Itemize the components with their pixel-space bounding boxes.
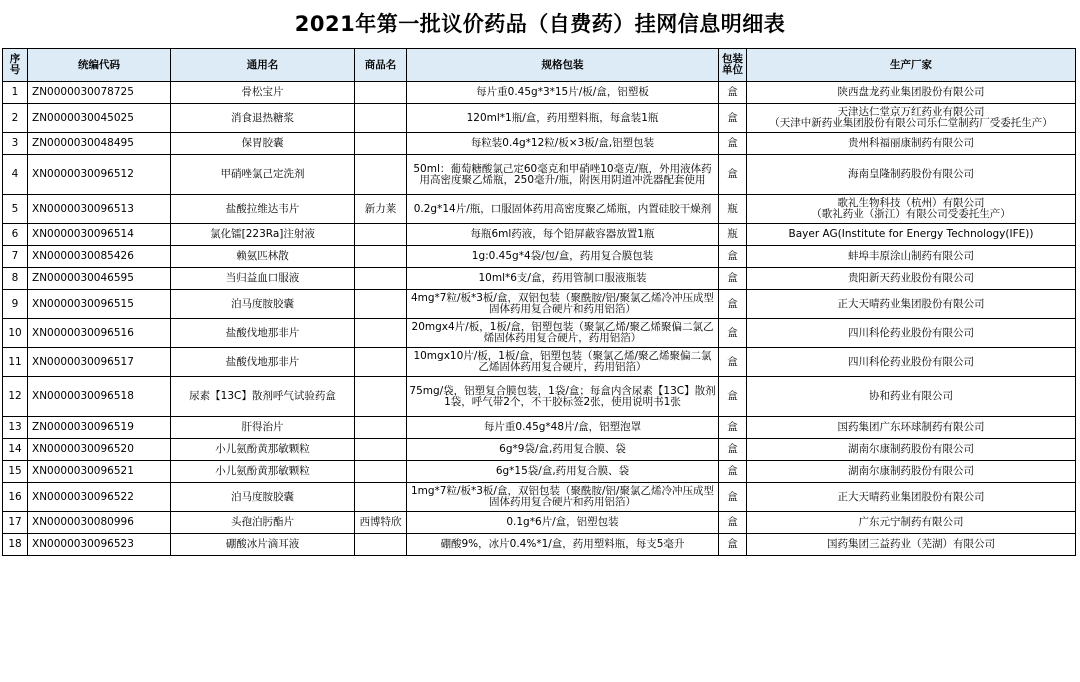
header-spec: 规格包装 (407, 49, 719, 82)
row-mfr (747, 246, 1076, 268)
mfr-line1: 蚌埠丰原涂山制药有限公司 (848, 250, 974, 262)
row-brand (355, 268, 407, 290)
page-title: 2021年第一批议价药品（自费药）挂网信息明细表 (294, 12, 786, 36)
row-unit: 盒 (719, 133, 747, 155)
mfr-line1: 歌礼生物科技（杭州）有限公司 (837, 197, 985, 209)
mfr-line1: 四川科伦药业股份有限公司 (848, 355, 974, 368)
row-unit: 盒 (719, 512, 747, 534)
row-code: ZN0000030096519 (28, 417, 171, 439)
row-no: 4 (3, 155, 28, 195)
row-spec: 50ml：葡萄糖酸氯己定60毫克和甲硝唑10毫克/瓶，外用液体药用高密度聚乙烯瓶，250毫升/瓶，附医用阴道冲洗器配套使用 (407, 155, 719, 195)
row-brand (355, 155, 407, 195)
row-spec: 4mg*7粒/板*3板/盒，双铝包装（聚酰胺/铝/聚氯乙烯冷冲压成型固体药用复合硬片和药用铝箔） (407, 290, 719, 319)
row-no: 13 (3, 417, 28, 439)
table-header-row (3, 49, 1076, 82)
row-mfr (747, 348, 1076, 377)
header-brand: 商品名 (355, 49, 407, 82)
row-no: 1 (3, 82, 28, 104)
row-mfr (747, 417, 1076, 439)
row-brand (355, 439, 407, 461)
row-name: 泊马度胺胶囊 (171, 290, 355, 319)
row-brand: 西博特欣 (355, 512, 407, 534)
row-spec: 6g*9袋/盒,药用复合膜、袋 (407, 439, 719, 461)
table-row (3, 348, 1076, 377)
row-code: ZN0000030078725 (28, 82, 171, 104)
table-row (3, 224, 1076, 246)
row-no: 14 (3, 439, 28, 461)
mfr-line1: 正大天晴药业集团股份有限公司 (837, 297, 985, 310)
row-name: 泊马度胺胶囊 (171, 483, 355, 512)
mfr-line1: 国药集团三益药业（芜湖）有限公司 (827, 538, 995, 550)
row-spec: 20mgx4片/板，1板/盒，铝塑包装（聚氯乙烯/聚乙烯聚偏二氯乙烯固体药用复合硬片，药用铝箔） (407, 319, 719, 348)
row-unit: 盒 (719, 439, 747, 461)
row-spec: 120ml*1瓶/盒，药用塑料瓶，每盒装1瓶 (407, 104, 719, 133)
row-unit: 瓶 (719, 224, 747, 246)
header-unit (719, 49, 747, 82)
row-no: 18 (3, 534, 28, 556)
row-code: XN0000030096518 (28, 377, 171, 417)
row-mfr (747, 104, 1076, 133)
row-name: 氯化镭[223Ra]注射液 (171, 224, 355, 246)
row-code: XN0000030096523 (28, 534, 171, 556)
row-mfr (747, 319, 1076, 348)
row-brand (355, 417, 407, 439)
row-spec: 0.1g*6片/盒，铝塑包装 (407, 512, 719, 534)
row-no: 2 (3, 104, 28, 133)
row-name: 小儿氨酚黄那敏颗粒 (171, 461, 355, 483)
row-brand (355, 290, 407, 319)
mfr-line1: 贵阳新天药业股份有限公司 (848, 272, 974, 284)
mfr-line1: 四川科伦药业股份有限公司 (848, 326, 974, 339)
row-name: 尿素【13C】散剂呼气试验药盒 (171, 377, 355, 417)
row-mfr (747, 82, 1076, 104)
row-name: 头孢泊肟酯片 (171, 512, 355, 534)
mfr-line1: 天津达仁堂京万红药业有限公司 (837, 106, 985, 118)
mfr-line1: 海南皇隆制药股份有限公司 (848, 168, 974, 180)
row-brand (355, 246, 407, 268)
table-row (3, 82, 1076, 104)
row-brand (355, 348, 407, 377)
row-spec: 10ml*6支/盒，药用管制口服液瓶装 (407, 268, 719, 290)
row-code: XN0000030080996 (28, 512, 171, 534)
row-spec: 每粒装0.4g*12粒/板×3板/盒,铝塑包装 (407, 133, 719, 155)
row-code: XN0000030096521 (28, 461, 171, 483)
row-brand: 新力莱 (355, 195, 407, 224)
mfr-line2: （歌礼药业（浙江）有限公司受委托生产） (811, 208, 1011, 220)
row-spec: 每片重0.45g*3*15片/板/盒，铝塑板 (407, 82, 719, 104)
row-name: 小儿氨酚黄那敏颗粒 (171, 439, 355, 461)
row-mfr (747, 290, 1076, 319)
row-name: 肝得治片 (171, 417, 355, 439)
mfr-line1: 湖南尔康制药股份有限公司 (848, 465, 974, 477)
row-unit: 瓶 (719, 195, 747, 224)
row-mfr (747, 224, 1076, 246)
mfr-line1: 正大天晴药业集团股份有限公司 (837, 490, 985, 503)
row-name: 硼酸冰片滴耳液 (171, 534, 355, 556)
mfr-line1: Bayer AG(Institute for Energy Technology(IFE)) (788, 228, 1034, 240)
row-brand (355, 483, 407, 512)
row-code: ZN0000030046595 (28, 268, 171, 290)
row-no: 10 (3, 319, 28, 348)
row-name: 甲硝唑氯己定洗剂 (171, 155, 355, 195)
row-code: XN0000030096515 (28, 290, 171, 319)
row-unit: 盒 (719, 246, 747, 268)
row-unit: 盒 (719, 268, 747, 290)
row-code: XN0000030096513 (28, 195, 171, 224)
row-spec: 10mgx10片/板，1板/盒，铝塑包装（聚氯乙烯/聚乙烯聚偏二氯乙烯固体药用复合硬片，药用铝箔） (407, 348, 719, 377)
row-mfr (747, 377, 1076, 417)
mfr-line1: 陕西盘龙药业集团股份有限公司 (837, 86, 985, 98)
row-code: XN0000030096514 (28, 224, 171, 246)
row-spec: 每瓶6ml药液，每个铅屏蔽容器放置1瓶 (407, 224, 719, 246)
mfr-line1: 协和药业有限公司 (869, 390, 953, 402)
row-no: 15 (3, 461, 28, 483)
row-name: 消食退热糖浆 (171, 104, 355, 133)
row-name: 当归益血口服液 (171, 268, 355, 290)
mfr-line1: 贵州科福丽康制药有限公司 (848, 137, 974, 149)
row-brand (355, 104, 407, 133)
mfr-line2: （天津中新药业集团股份有限公司乐仁堂制药厂受委托生产） (769, 117, 1053, 129)
table-row (3, 133, 1076, 155)
row-mfr (747, 133, 1076, 155)
row-mfr (747, 268, 1076, 290)
row-no: 8 (3, 268, 28, 290)
row-unit: 盒 (719, 104, 747, 133)
row-code: XN0000030096516 (28, 319, 171, 348)
row-brand (355, 133, 407, 155)
row-code: ZN0000030045025 (28, 104, 171, 133)
row-unit: 盒 (719, 82, 747, 104)
row-unit: 盒 (719, 319, 747, 348)
row-spec: 1g:0.45g*4袋/包/盒，药用复合膜包装 (407, 246, 719, 268)
row-brand (355, 82, 407, 104)
row-mfr (747, 534, 1076, 556)
mfr-line1: 国药集团广东环球制药有限公司 (837, 421, 985, 433)
row-name: 保胃胶囊 (171, 133, 355, 155)
table-row (3, 104, 1076, 133)
row-no: 11 (3, 348, 28, 377)
row-spec: 6g*15袋/盒,药用复合膜、袋 (407, 461, 719, 483)
row-spec: 每片重0.45g*48片/盒，铝塑泡罩 (407, 417, 719, 439)
header-code: 统编代码 (28, 49, 171, 82)
row-name: 盐酸伐地那非片 (171, 319, 355, 348)
row-mfr (747, 155, 1076, 195)
row-name: 盐酸伐地那非片 (171, 348, 355, 377)
row-unit: 盒 (719, 483, 747, 512)
mfr-line1: 湖南尔康制药股份有限公司 (848, 443, 974, 455)
row-name: 盐酸拉维达韦片 (171, 195, 355, 224)
row-mfr (747, 439, 1076, 461)
row-unit: 盒 (719, 348, 747, 377)
row-unit: 盒 (719, 461, 747, 483)
row-unit: 盒 (719, 290, 747, 319)
row-code: XN0000030096517 (28, 348, 171, 377)
row-spec: 75mg/袋，铝塑复合膜包装，1袋/盒；每盒内含尿素【13C】散剂1袋，呼气带2个，不干胶标签2张，使用说明书1张 (407, 377, 719, 417)
table-row (3, 246, 1076, 268)
header-mfr: 生产厂家 (747, 49, 1076, 82)
row-brand (355, 224, 407, 246)
table-body (3, 82, 1076, 556)
header-unit-line1: 包装 (722, 53, 743, 65)
row-code: ZN0000030048495 (28, 133, 171, 155)
table-row (3, 512, 1076, 534)
row-spec: 硼酸9%，冰片0.4%*1/盒，药用塑料瓶，每支5毫升 (407, 534, 719, 556)
row-no: 6 (3, 224, 28, 246)
table-row (3, 319, 1076, 348)
header-name: 通用名 (171, 49, 355, 82)
row-brand (355, 534, 407, 556)
row-code: XN0000030096522 (28, 483, 171, 512)
row-no: 7 (3, 246, 28, 268)
row-name: 骨松宝片 (171, 82, 355, 104)
row-unit: 盒 (719, 155, 747, 195)
drug-table (2, 48, 1076, 556)
row-mfr (747, 461, 1076, 483)
table-row (3, 268, 1076, 290)
row-no: 5 (3, 195, 28, 224)
row-no: 3 (3, 133, 28, 155)
table-row (3, 155, 1076, 195)
row-code: XN0000030085426 (28, 246, 171, 268)
row-mfr (747, 195, 1076, 224)
row-unit: 盒 (719, 377, 747, 417)
header-unit-line2: 单位 (722, 64, 743, 76)
table-row (3, 377, 1076, 417)
row-brand (355, 319, 407, 348)
row-brand (355, 461, 407, 483)
row-unit: 盒 (719, 417, 747, 439)
row-code: XN0000030096520 (28, 439, 171, 461)
row-no: 12 (3, 377, 28, 417)
row-spec: 0.2g*14片/瓶，口服固体药用高密度聚乙烯瓶，内置硅胶干燥剂 (407, 195, 719, 224)
mfr-line1: 广东元宁制药有限公司 (858, 516, 964, 528)
table-row (3, 439, 1076, 461)
row-mfr (747, 512, 1076, 534)
row-code: XN0000030096512 (28, 155, 171, 195)
row-no: 17 (3, 512, 28, 534)
table-row (3, 461, 1076, 483)
row-mfr (747, 483, 1076, 512)
table-row (3, 195, 1076, 224)
table-row (3, 290, 1076, 319)
row-brand (355, 377, 407, 417)
row-spec: 1mg*7粒/板*3板/盒，双铝包装（聚酰胺/铝/聚氯乙烯冷冲压成型固体药用复合硬片和药用铝箔） (407, 483, 719, 512)
row-name: 赖氨匹林散 (171, 246, 355, 268)
table-row (3, 417, 1076, 439)
row-unit: 盒 (719, 534, 747, 556)
table-row (3, 534, 1076, 556)
header-no: 序号 (3, 49, 28, 82)
row-no: 16 (3, 483, 28, 512)
row-no: 9 (3, 290, 28, 319)
table-row (3, 483, 1076, 512)
